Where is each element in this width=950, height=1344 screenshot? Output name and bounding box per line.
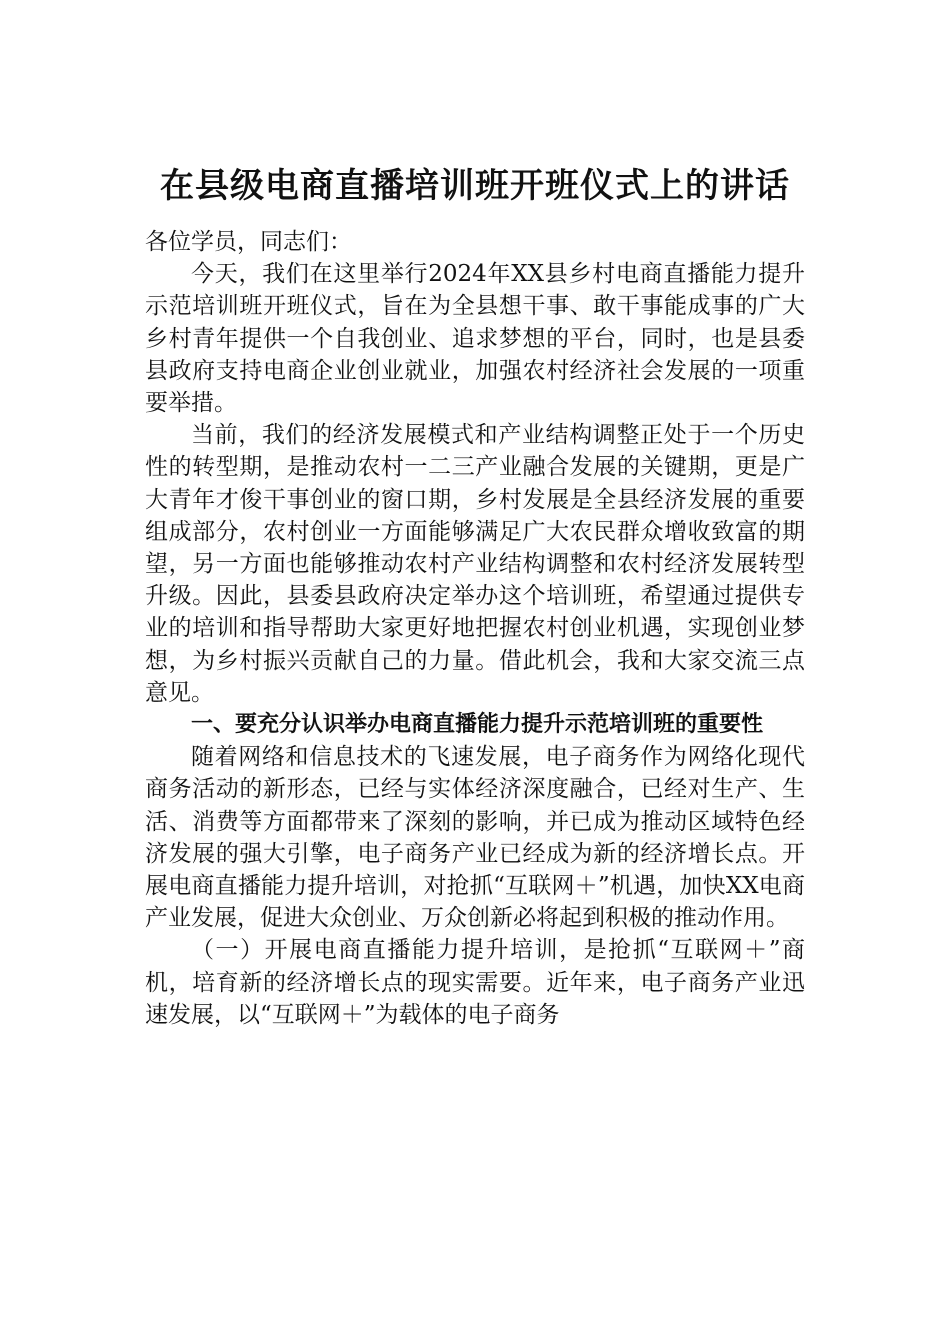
section-heading: 一、要充分认识举办电商直播能力提升示范培训班的重要性 xyxy=(191,712,764,738)
document-body xyxy=(145,226,805,1031)
salutation: 各位学员，同志们： xyxy=(145,229,352,255)
paragraph-section-intro: 随着网络和信息技术的飞速发展，电子商务作为网络化现代商务活动的新形态，已经与实体经济深度融合，已经对生产、生活、消费等方面都带来了深刻的影响，并已成为推动区域特色经济发展的强大引擎，电子商务产业已经成为新的经济增长点。开展电商直播能力提升培训，对抢抓“互联网＋”机遇，加快XX电商产业发展，促进大众创业、万众创新必将起到积极的推动作用。 xyxy=(145,744,805,932)
paragraph-subsection-1: （一）开展电商直播能力提升培训，是抢抓“互联网＋”商机，培育新的经济增长点的现实需要。近年来，电子商务产业迅速发展，以“互联网＋”为载体的电子商务 xyxy=(145,937,805,1028)
paragraph-context: 当前，我们的经济发展模式和产业结构调整正处于一个历史性的转型期，是推动农村一二三产业融合发展的关键期，更是广大青年才俊干事创业的窗口期，乡村发展是全县经济发展的重要组成部分，农村创业一方面能够满足广大农民群众增收致富的期望，另一方面也能够推动农村产业结构调整和农村经济发展转型升级。因此，县委县政府决定举办这个培训班，希望通过提供专业的培训和指导帮助大家更好地把握农村创业机遇，实现创业梦想，为乡村振兴贡献自己的力量。借此机会，我和大家交流三点意见。 xyxy=(145,422,805,706)
document-title: 在县级电商直播培训班开班仪式上的讲话 xyxy=(160,166,790,206)
paragraph-opening: 今天，我们在这里举行2024年XX县乡村电商直播能力提升示范培训班开班仪式，旨在为全县想干事、敢干事能成事的广大乡村青年提供一个自我创业、追求梦想的平台，同时，也是县委县政府支持电商企业创业就业，加强农村经济社会发展的一项重要举措。 xyxy=(145,261,805,417)
